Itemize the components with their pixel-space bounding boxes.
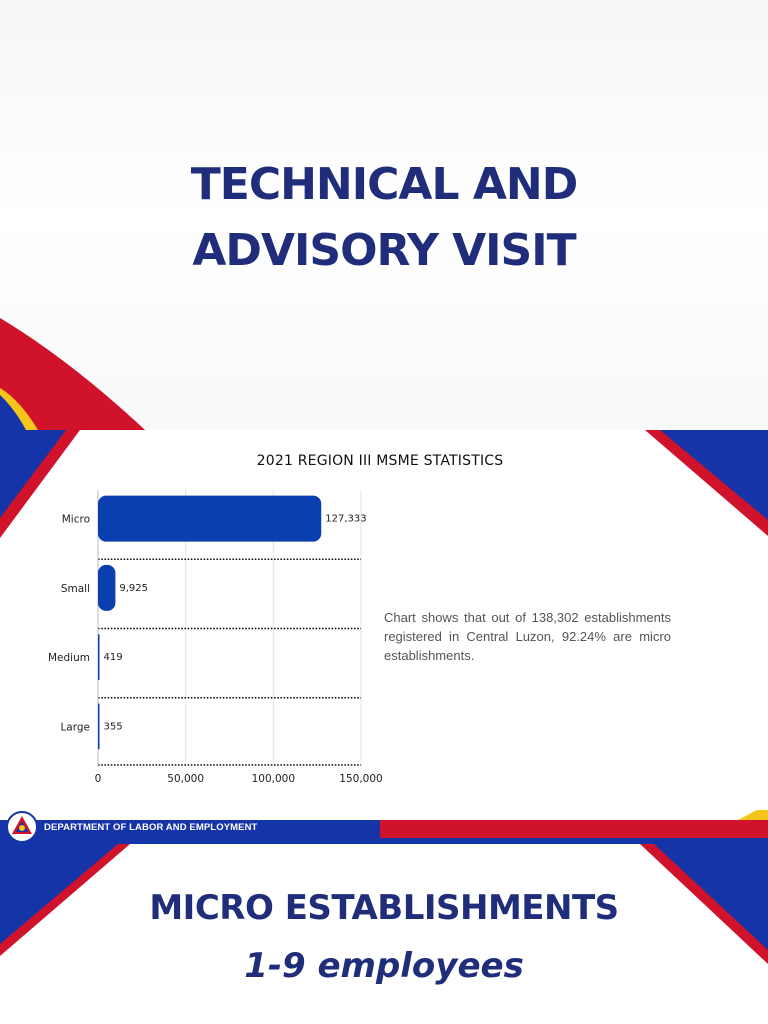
bar-micro xyxy=(98,496,321,542)
bar-medium xyxy=(98,634,100,680)
chart-title: 2021 REGION III MSME STATISTICS xyxy=(256,453,504,469)
chart-description: Chart shows that out of 138,302 establishments registered in Central Luzon, 92.24% are micro establishments. xyxy=(384,610,671,663)
chart-section xyxy=(0,430,768,810)
title-line-1: TECHNICAL AND xyxy=(190,159,578,210)
page-title xyxy=(0,152,768,284)
banner-red-stripe xyxy=(380,820,768,838)
category-label: Large xyxy=(60,721,90,734)
establishment-section xyxy=(0,844,768,1024)
category-label: Small xyxy=(60,582,90,595)
category-label: Medium xyxy=(48,652,90,665)
bottom-decoration xyxy=(0,844,768,1024)
x-tick-label: 0 xyxy=(94,773,102,785)
employee-range: 1-9 employees xyxy=(244,946,524,986)
x-tick-label: 50,000 xyxy=(167,773,205,785)
title-line-2: ADVISORY VISIT xyxy=(192,225,576,276)
department-label: DEPARTMENT OF LABOR AND EMPLOYMENT xyxy=(44,822,258,833)
value-label: 127,333 xyxy=(325,513,367,525)
department-banner xyxy=(0,810,768,844)
category-label: Micro xyxy=(61,513,90,526)
value-label: 419 xyxy=(103,652,123,664)
chart-plot-area xyxy=(48,490,383,785)
title-section xyxy=(0,0,768,430)
bar-large xyxy=(98,703,100,749)
x-tick-label: 100,000 xyxy=(251,773,296,785)
bar-small xyxy=(98,565,115,611)
value-label: 355 xyxy=(103,721,123,733)
x-tick-label: 150,000 xyxy=(339,773,383,785)
value-label: 9,925 xyxy=(119,582,149,594)
establishment-title: MICRO ESTABLISHMENTS xyxy=(149,888,619,928)
